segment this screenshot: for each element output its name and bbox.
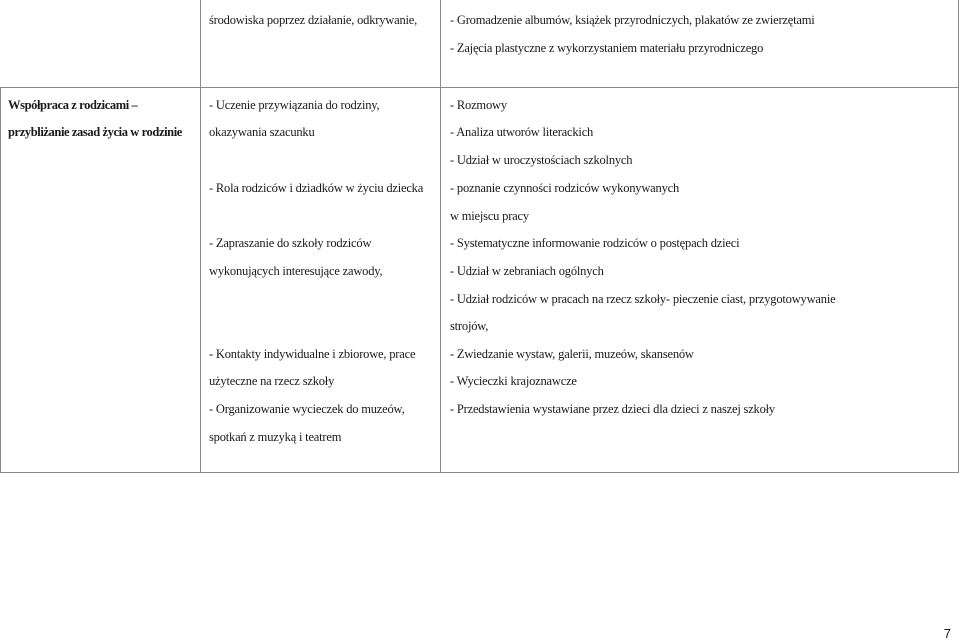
- method-line: w miejscu pracy: [450, 209, 529, 223]
- top-row-col3-line: - Zajęcia plastyczne z wykorzystaniem materiału przyrodniczego: [450, 41, 764, 55]
- method-line: - Systematyczne informowanie rodziców o postępach dzieci: [450, 236, 740, 250]
- top-row-col3-line: - Gromadzenie albumów, książek przyrodniczych, plakatów ze zwierzętami: [450, 13, 815, 27]
- goal-line: - Rola rodziców i dziadków w życiu dziecka: [209, 181, 424, 195]
- goal-line: - Uczenie przywiązania do rodziny,: [209, 98, 380, 112]
- method-line: - Udział rodziców w pracach na rzecz szkoły- pieczenie ciast, przygotowywanie: [450, 292, 836, 306]
- method-line: - Analiza utworów literackich: [450, 125, 594, 139]
- method-line: strojów,: [450, 319, 489, 333]
- table-column-divider: [440, 0, 441, 473]
- table-bottom-border: [0, 472, 959, 473]
- method-line: - poznanie czynności rodziców wykonywanych: [450, 181, 680, 195]
- goal-line: spotkań z muzyką i teatrem: [209, 430, 342, 444]
- goal-line: - Organizowanie wycieczek do muzeów,: [209, 402, 405, 416]
- goal-line: wykonujących interesujące zawody,: [209, 264, 383, 278]
- table-row-divider: [0, 87, 959, 88]
- goal-line: - Zapraszanie do szkoły rodziców: [209, 236, 372, 250]
- table-left-border: [0, 87, 1, 473]
- method-line: - Przedstawienia wystawiane przez dzieci dla dzieci z naszej szkoły: [450, 402, 775, 416]
- table-left-border: [200, 0, 201, 88]
- goal-line: okazywania szacunku: [209, 125, 315, 139]
- goal-line: użyteczne na rzecz szkoły: [209, 374, 335, 388]
- page-number: 7: [943, 626, 951, 641]
- table-column-divider: [200, 87, 201, 473]
- section-heading-line: przybliżanie zasad życia w rodzinie: [8, 125, 182, 139]
- top-row-col2-line: środowiska poprzez działanie, odkrywanie,: [209, 13, 418, 27]
- goal-line: - Kontakty indywidualne i zbiorowe, prace: [209, 347, 416, 361]
- method-line: - Udział w zebraniach ogólnych: [450, 264, 604, 278]
- method-line: - Udział w uroczystościach szkolnych: [450, 153, 633, 167]
- method-line: - Zwiedzanie wystaw, galerii, muzeów, skansenów: [450, 347, 694, 361]
- method-line: - Wycieczki krajoznawcze: [450, 374, 577, 388]
- method-line: - Rozmowy: [450, 98, 507, 112]
- section-heading-line: Współpraca z rodzicami –: [8, 98, 138, 112]
